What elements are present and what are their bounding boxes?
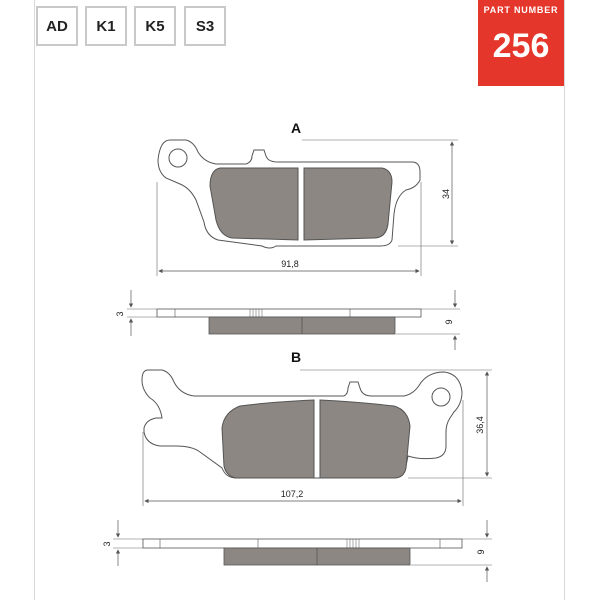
pad-a-height-text: 34 — [441, 188, 451, 200]
code-badge-s3[interactable]: S3 — [184, 6, 226, 46]
pad-b-width-text: 107,2 — [280, 489, 304, 499]
code-badge-k1[interactable]: K1 — [85, 6, 127, 46]
pad-b-friction-right — [320, 400, 410, 478]
code-badge-ad[interactable]: AD — [36, 6, 78, 46]
pad-b-friction-left — [222, 400, 314, 478]
part-number-value: 256 — [492, 27, 550, 65]
pad-a-friction-left — [210, 168, 298, 240]
pad-a-side-backing — [157, 309, 421, 317]
pad-a-mounting-hole — [169, 149, 187, 167]
pad-a-label: A — [290, 120, 302, 136]
pad-b-side-backing — [143, 539, 462, 548]
pad-b-label: B — [290, 349, 302, 365]
pad-a-width-text: 91,8 — [281, 259, 299, 269]
pad-b-height-text: 36,4 — [475, 416, 485, 434]
code-badge-k5[interactable]: K5 — [134, 6, 176, 46]
pad-b-backing-text: 3 — [102, 541, 112, 547]
pad-a-friction-right — [304, 168, 392, 240]
part-number-label: PART NUMBER — [483, 5, 559, 15]
pad-a-backing-text: 3 — [115, 311, 125, 317]
pad-a-thickness-text: 9 — [444, 319, 454, 325]
pad-b-thickness-text: 9 — [476, 549, 486, 555]
pad-b-mounting-hole — [432, 388, 450, 406]
